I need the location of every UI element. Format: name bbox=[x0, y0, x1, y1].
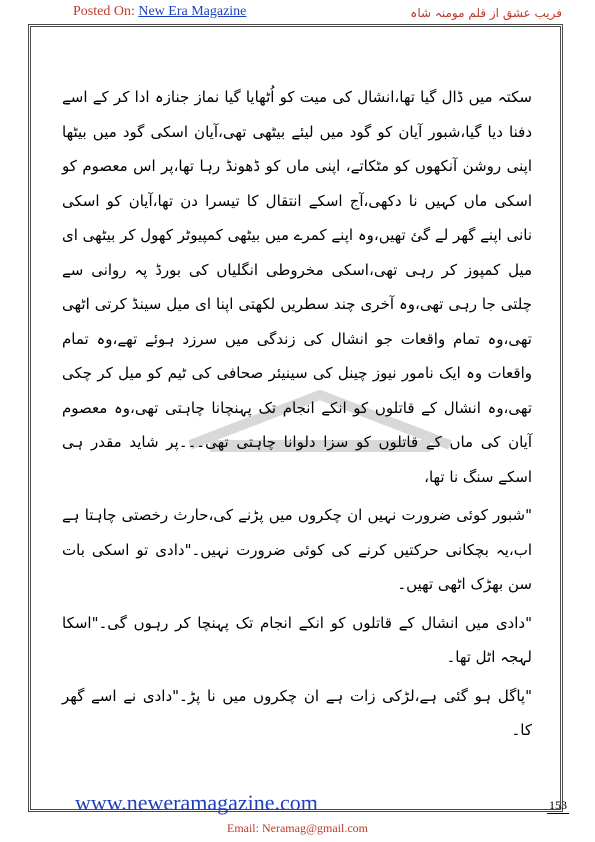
posted-on-line bbox=[73, 4, 246, 20]
posted-label: Posted On: bbox=[73, 4, 135, 19]
paragraph-1: سکتہ میں ڈال گیا تھا،انشال کی میت کو اُٹھایا گیا نماز جنازہ ادا کر کے اسے دفنا دیا گیا،شبور آیان کو گود میں لیئے بیٹھی تھی،آیان اسکی گود میں بیٹھا اپنی روشن آنکھوں کو مٹکاتے، اپنی ماں کو ڈھونڈ رہا تھا،پر اس معصوم کو اسکی ماں کہیں نا دکھی،آج اسکے انتقال کا تیسرا دن تھا،آیان کو اسکی نانی اپنے گھر لے گئ تھیں،وہ اپنے کمرے میں بیٹھی کمپیوٹر کھول کر بیٹھی ای میل کمپوز کر رہی تھی،اسکی مخروطی انگلیاں کی بورڈ پہ روانی سے چلتی جا رہی تھی،وہ آخری چند سطریں لکھتی اپنا ای میل سینڈ کرتی اٹھی تھی،وہ تمام واقعات جو انشال کی زندگی میں سرزد ہوئے تھے،وہ تمام واقعات وہ ایک نامور نیوز چینل کی سینیئر صحافی کی ٹیم کو میل کر چکی تھی،وہ انشال کے قاتلوں کو انکے انجام تک پہنچانا چاہتی تھی،وہ معصوم آیان کی ماں کے قاتلوں کو سزا دلوانا چاہتی تھی۔۔۔پر شاید مقدر ہی اسکے سنگ نا تھا، bbox=[62, 88, 532, 486]
story-title: فریب عشق از قلم مومنہ شاہ bbox=[410, 6, 562, 20]
story-body bbox=[62, 80, 532, 752]
page-number: 153 bbox=[549, 798, 567, 812]
page-header bbox=[0, 0, 595, 26]
website-link[interactable]: www.neweramagazine.com bbox=[75, 790, 318, 815]
email-line: Email: Neramag@gmail.com bbox=[226, 821, 368, 835]
paragraph-4: "پاگل ہو گئی ہے،لڑکی زات ہے ان چکروں میں نا پڑ۔"دادی نے اسے گھر کا۔ bbox=[62, 686, 532, 739]
paragraph-3: "دادی میں انشال کے قاتلوں کو انکے انجام تک پہنچا کر رہوں گی۔"اسکا لہجہ اٹل تھا۔ bbox=[62, 613, 532, 666]
magazine-link[interactable]: New Era Magazine bbox=[138, 4, 247, 19]
paragraph-2: "شبور کوئی ضرورت نہیں ان چکروں میں پڑنے کی،حارث رخصتی چاہتا ہے اب،یہ بچکانی حرکتیں کرنے کی کوئی ضرورت نہیں۔"دادی تو اسکی بات سن بھڑک اٹھی تھیں۔ bbox=[62, 506, 532, 593]
